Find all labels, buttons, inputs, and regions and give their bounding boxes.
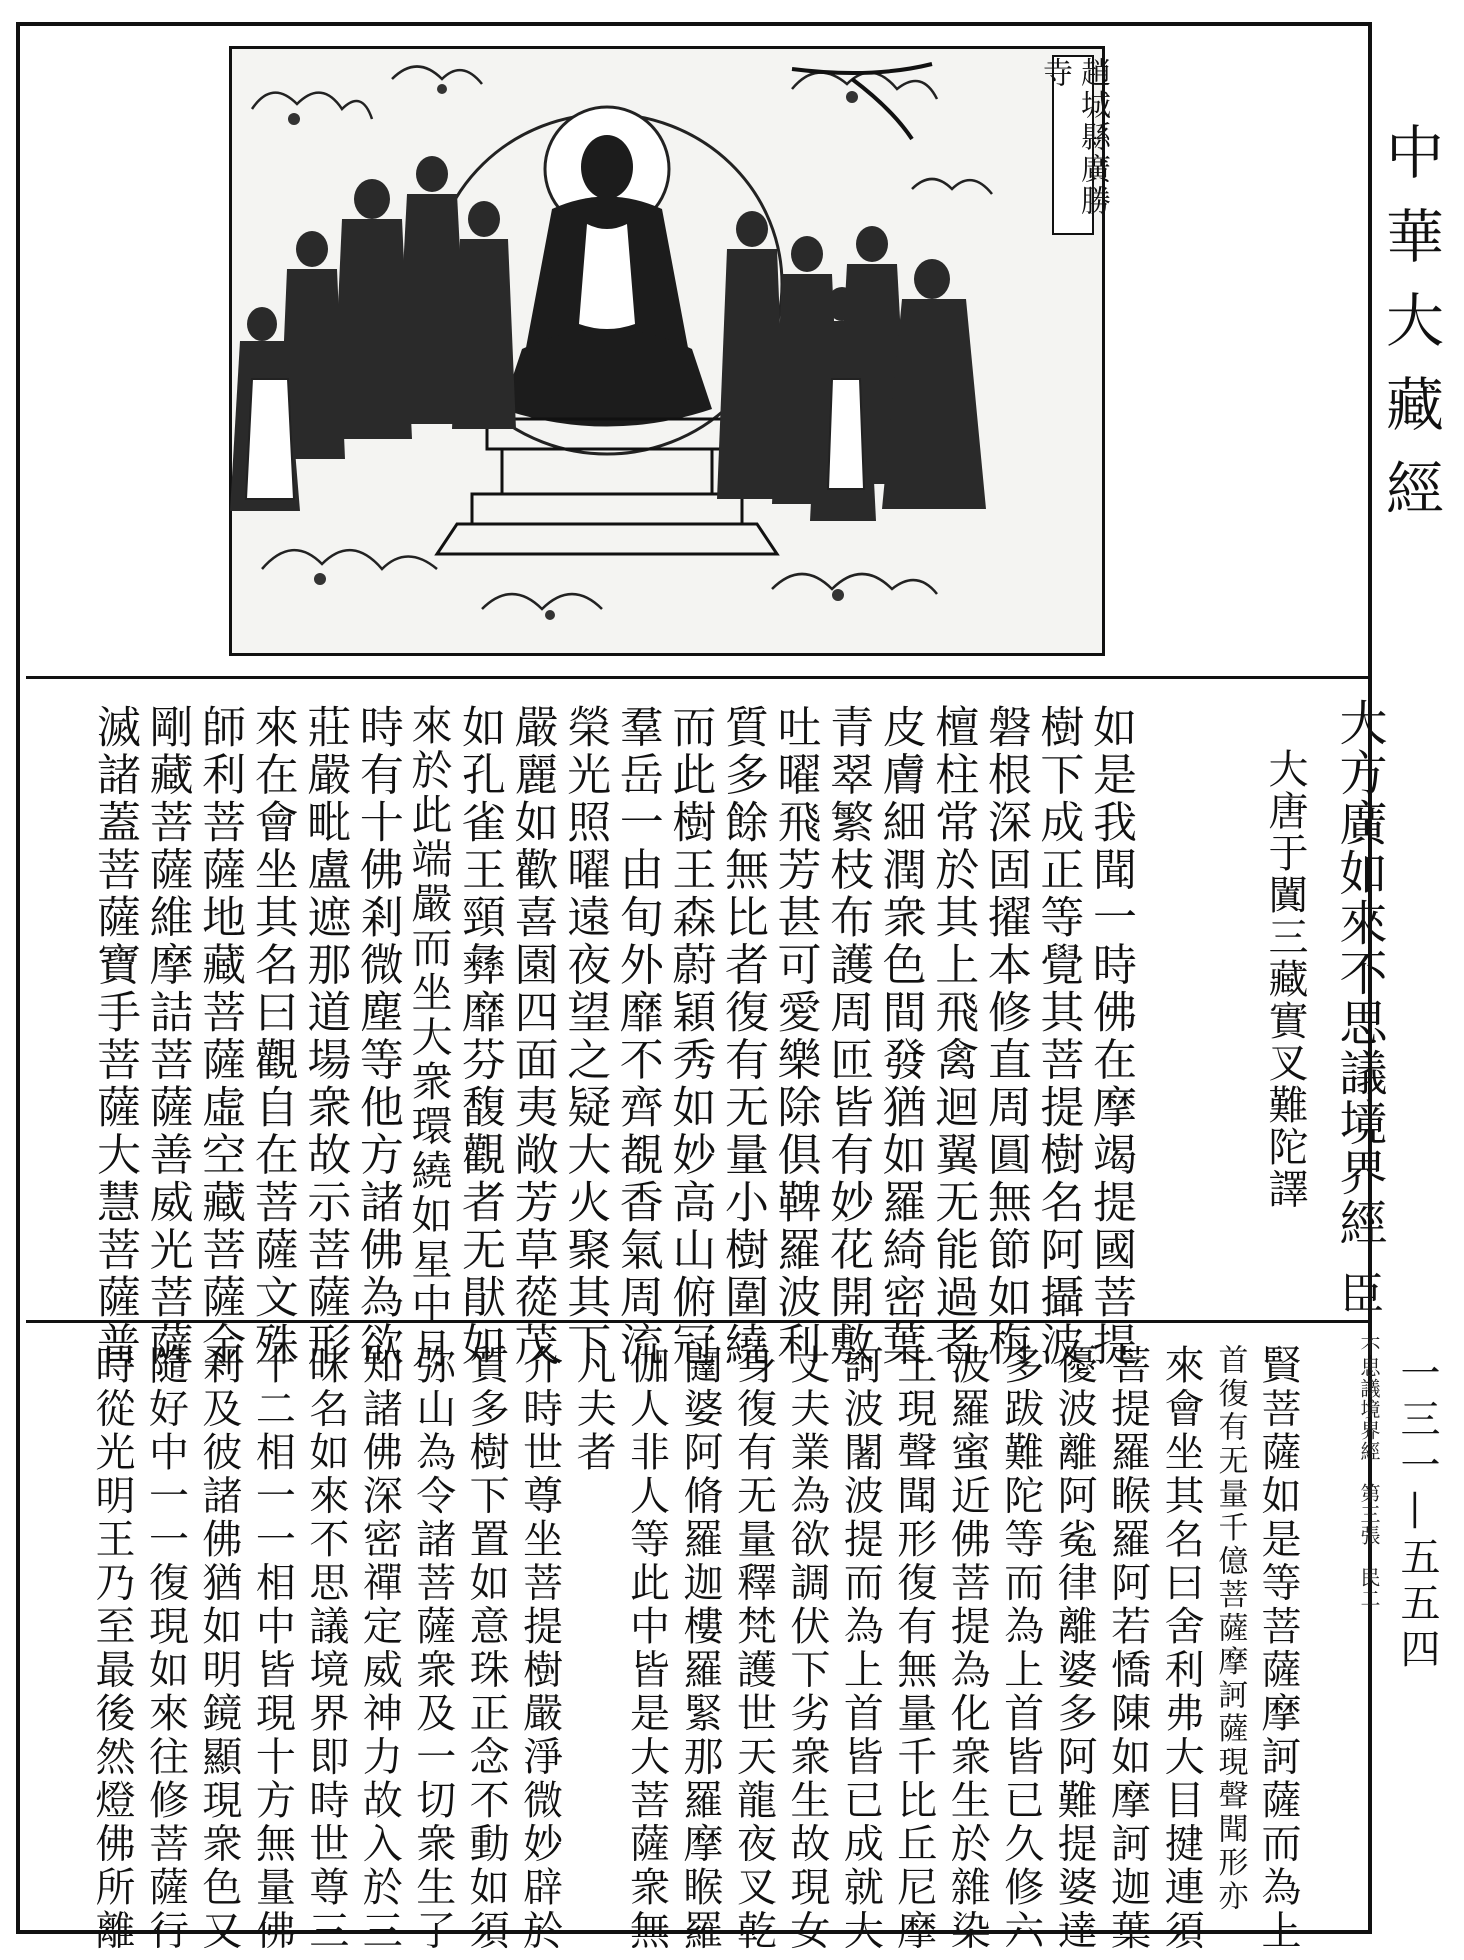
text-column: 隨好中一一復現如來往修菩薩行 [142, 1344, 189, 1953]
text-column: 吐曜飛芳甚可愛樂除俱鞞羅波利 [769, 704, 821, 1369]
text-column: 土現聲聞形復有無量千比丘尼摩 [890, 1344, 937, 1953]
margin-note: 不思議境界經 第三張 民二 [1357, 1336, 1381, 1609]
section-divider-upper [26, 676, 1372, 679]
text-column: 皮膚細潤衆色間發猶如羅綺密葉 [874, 704, 926, 1369]
text-column: 質多樹下置如意珠正念不動如須 [463, 1344, 510, 1953]
frontispiece-illustration [229, 46, 1110, 656]
seal-mark: 臣 [1340, 1269, 1384, 1320]
text-column: 滅諸蓋菩薩寶手菩薩大慧菩薩普 [89, 704, 140, 1369]
text-column: 莊嚴毗盧遮那道場衆故示菩薩形 [299, 704, 351, 1369]
buddha-assembly-woodcut [232, 49, 1102, 653]
text-column: 剎及彼諸佛猶如明鏡顯現衆色又 [195, 1344, 242, 1953]
upper-text-block [89, 704, 1136, 1372]
text-column: 如是我聞一時佛在摩竭提國菩提 [1084, 704, 1136, 1369]
text-column: 青翠繁枝布護周匝皆有妙花開敷 [822, 704, 874, 1369]
text-column: 如孔雀王頸彝靡芬馥觀者无猒如 [454, 704, 506, 1369]
text-column: 訶波闍波提而為上首皆已成就大 [837, 1344, 884, 1953]
text-column: 丈夫業為欲調伏下劣衆生故現女 [783, 1344, 830, 1953]
text-column: 檀柱常於其上飛禽迴翼无能過者 [927, 704, 979, 1369]
text-column: 來於此端嚴而坐大衆環繞如星中月 [404, 704, 453, 1372]
text-column: 磐根深固擢本修直周圓無節如栴 [979, 704, 1031, 1369]
book-title: 中華大藏經 [1376, 122, 1444, 542]
text-column: 質多餘無比者復有无量小樹圍繞 [716, 704, 768, 1369]
sutra-title: 大方廣如來不思議境界經 [1331, 698, 1387, 1248]
page-number: 一三一—五五四 [1394, 1352, 1440, 1674]
text-column: 樹下成正等覺其菩提樹名阿攝波 [1032, 704, 1084, 1369]
text-column: 多跋難陀等而為上首皆已久修六 [997, 1344, 1044, 1953]
text-column: 來在會坐其名曰觀自在菩薩文殊 [246, 704, 298, 1369]
text-column: 介時世尊坐菩提樹嚴淨微妙辟於 [516, 1344, 563, 1953]
text-column: 時從光明王乃至最後然燈佛所離 [89, 1344, 135, 1953]
text-column: 知諸佛深密禪定威神力故入於三 [356, 1344, 403, 1953]
text-column: 來會坐其名曰舍利弗大目揵連須 [1158, 1344, 1205, 1953]
text-column: 嚴麗如歡喜園四面夷敞芳草蓯茂 [506, 704, 558, 1369]
text-column: 而此樹王森蔚穎秀如妙高山俯冠 [664, 704, 716, 1369]
temple-label: 趙城縣廣勝寺 [1052, 55, 1094, 235]
text-column: 伽人非人等此中皆是大菩薩衆無 [623, 1344, 670, 1953]
text-column: 菩提羅睺羅阿若憍陳如摩訶迦葉 [1104, 1344, 1151, 1953]
text-column: 昧名如來不思議境界即時世尊三 [302, 1344, 349, 1953]
text-column: 榮光照曜遠夜望之疑大火聚其下 [559, 704, 611, 1369]
text-column: 弥山為令諸菩薩衆及一切衆生了 [409, 1344, 456, 1953]
lower-text-block [89, 1344, 1301, 1953]
text-column: 優波離阿㝹律離婆多阿難提婆達 [1051, 1344, 1098, 1953]
text-column: 凡夫者 [570, 1344, 617, 1475]
text-column: 闥婆阿脩羅迦樓羅緊那羅摩睺羅 [676, 1344, 723, 1953]
text-column: 剛藏菩薩維摩詰菩薩善威光菩薩 [141, 704, 193, 1369]
text-column: 波羅蜜近佛菩提為化衆生於雜染 [944, 1344, 991, 1953]
translator-line: 大唐于闐三藏實叉難陀譯 [1262, 748, 1308, 1210]
text-column: 首復有无量千億菩薩摩訶薩現聲聞形亦 [1212, 1344, 1248, 1914]
text-column: 十二相一一相中皆現十方無量佛 [249, 1344, 296, 1953]
text-column: 師利菩薩地藏菩薩虛空藏菩薩金 [194, 704, 246, 1369]
text-column: 賢菩薩如是等菩薩摩訶薩而為上 [1254, 1344, 1301, 1953]
text-column: 羣岳一由旬外靡不齊覩香氣周流 [611, 704, 663, 1369]
text-column: 身復有无量釋梵護世天龍夜叉乾 [730, 1344, 777, 1953]
text-column: 時有十佛剎微塵等他方諸佛為欲 [351, 704, 403, 1369]
